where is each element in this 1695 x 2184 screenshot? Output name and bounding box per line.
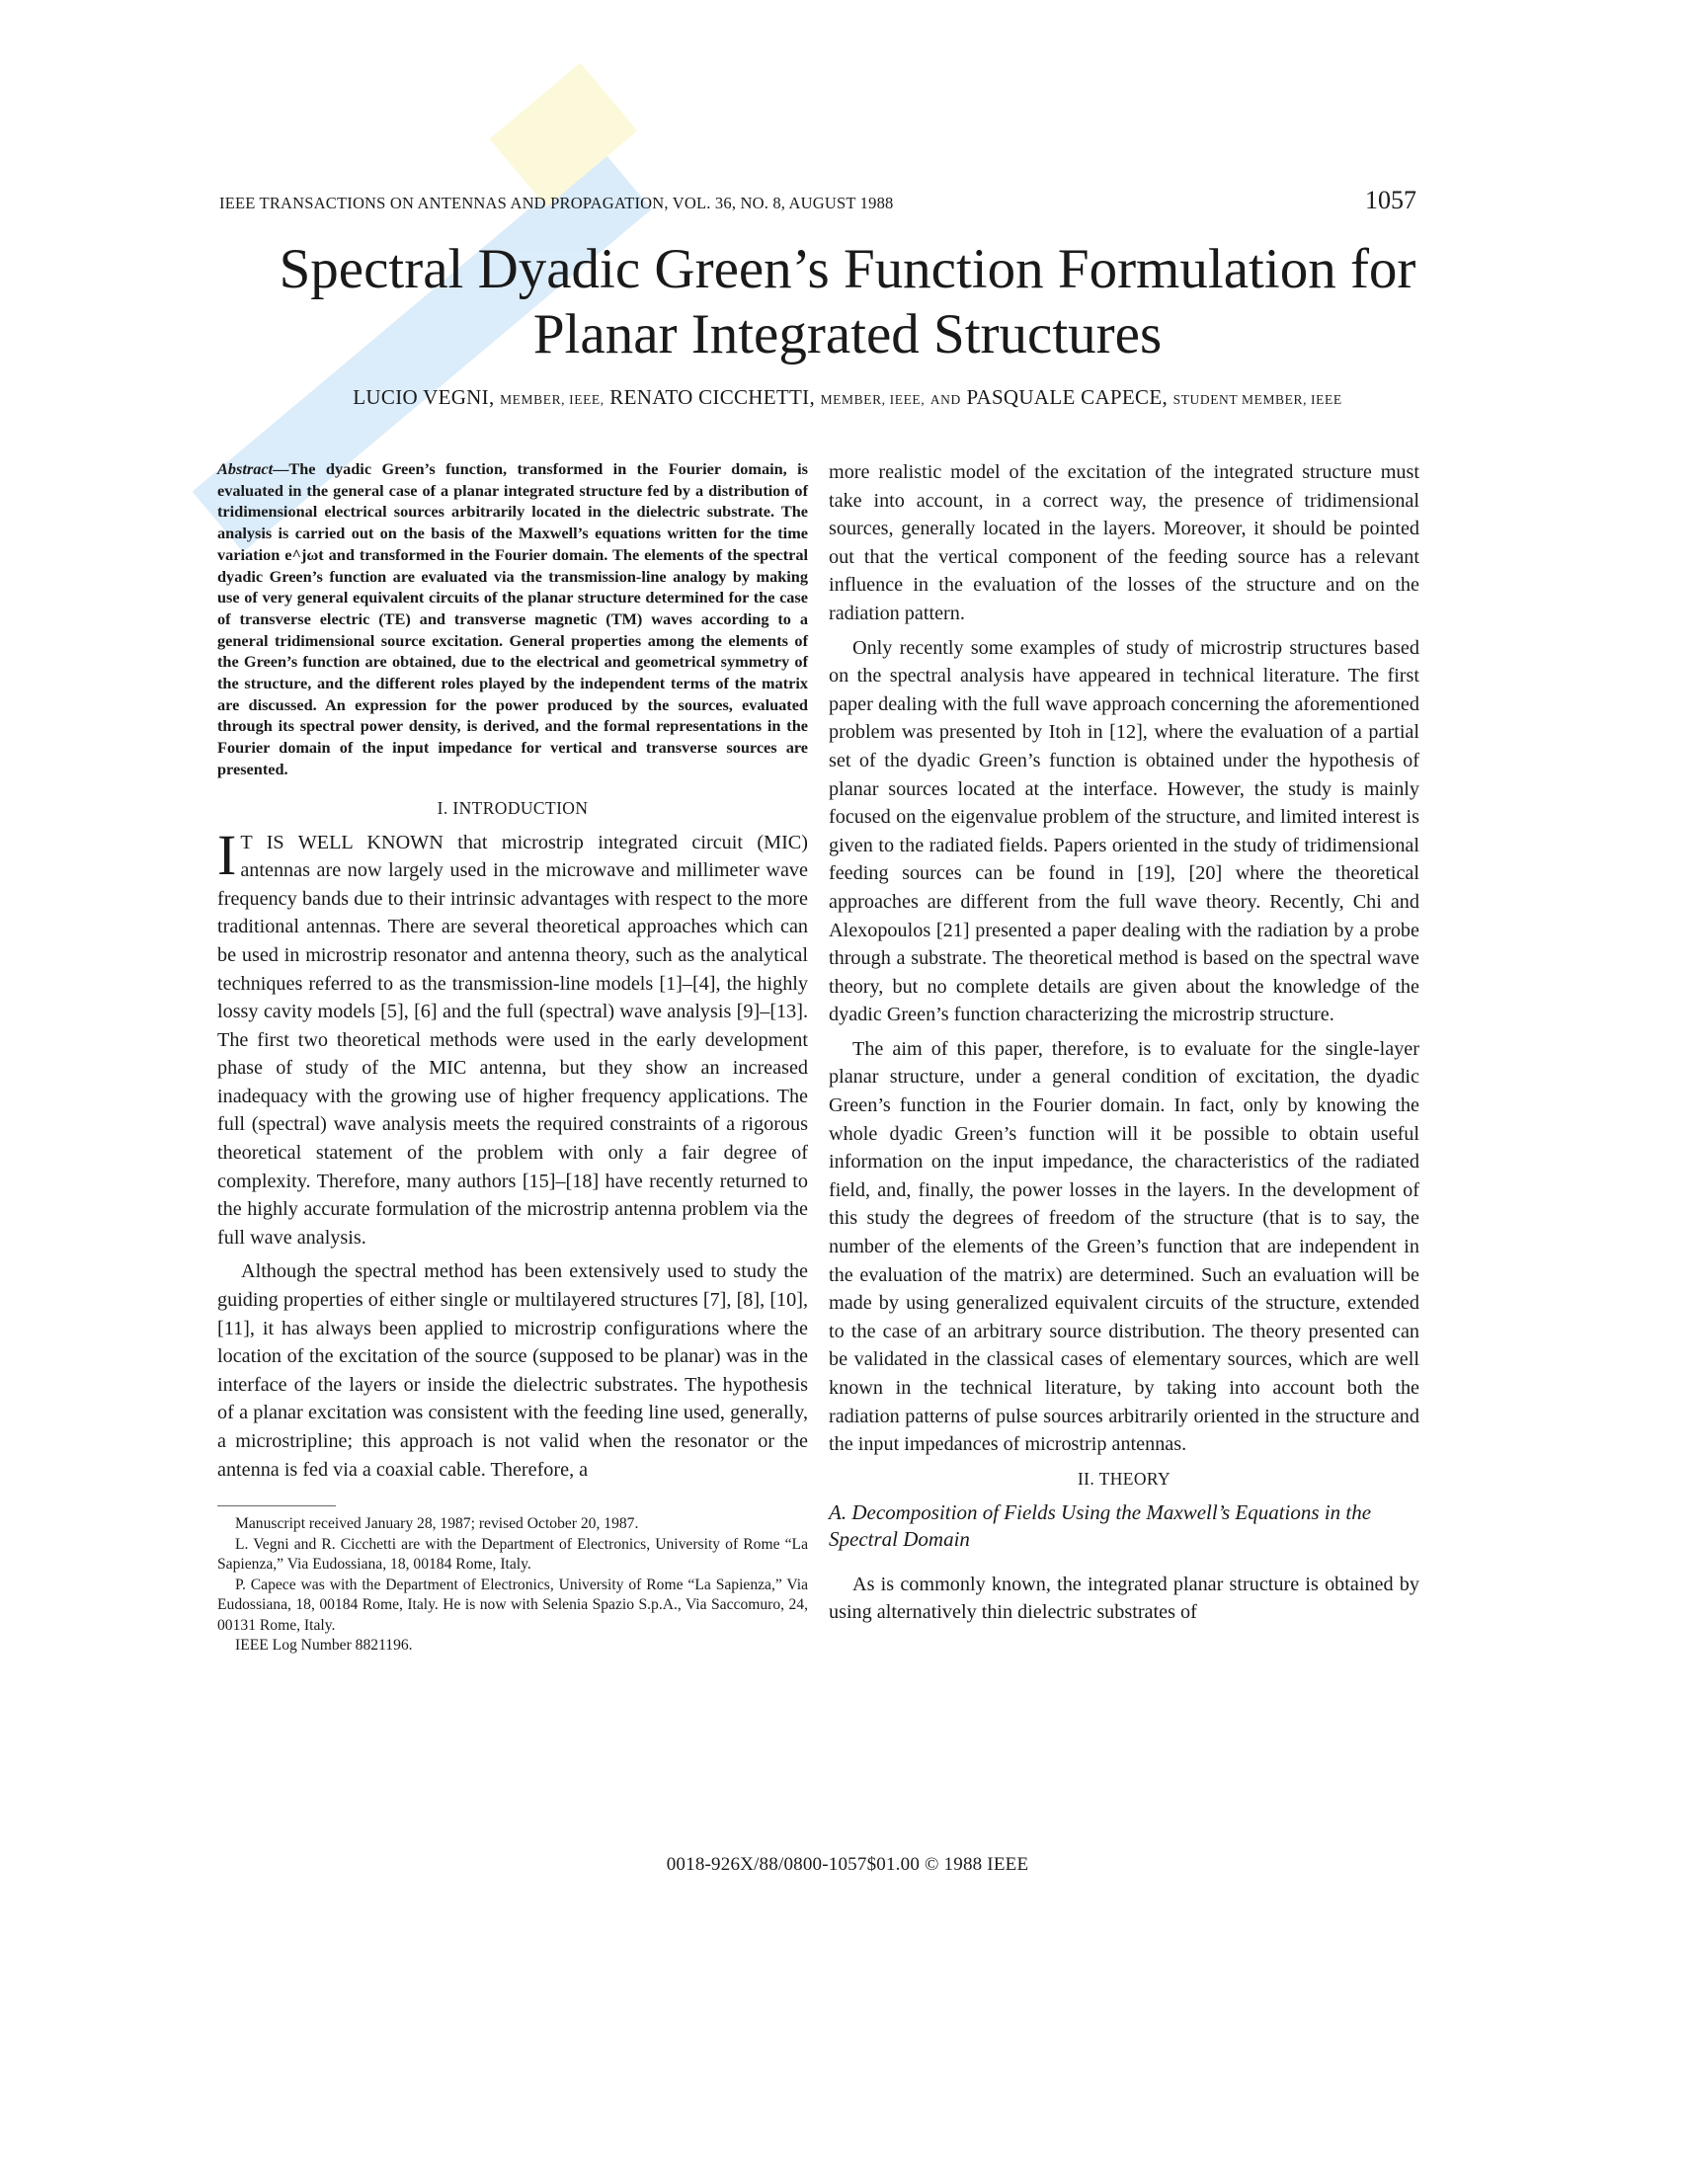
page-number: 1057 <box>1365 186 1416 214</box>
title-line-2: Planar Integrated Structures <box>532 303 1163 365</box>
intro-paragraph-1 <box>217 822 808 1253</box>
drop-cap: I <box>217 822 237 887</box>
intro-paragraph-1-text: T IS WELL KNOWN that microstrip integrated circuit (MIC) antennas are now largely used in the microwave and millimeter wave frequency bands due to their intrinsic advantages with respect to the more traditional antennas. There are several theoretical approaches which can be used in microstrip resonator and antenna theory, such as the analytical techniques referred to as the transmission-line models [1]–[4], the highly lossy cavity models [5], [6] and the full (spectral) wave analysis [9]–[13]. The first two theoretical methods were used in the early development phase of study of the MIC antenna, but they show an increased inadequacy with the growing use of higher frequency applications. The full (spectral) wave analysis meets the required constraints of a rigorous theoretical statement of the problem with only a fair degree of complexity. Therefore, many authors [15]–[18] have recently returned to the highly accurate formulation of the microstrip antenna problem via the full wave analysis. <box>217 831 808 1249</box>
author-and: AND <box>929 392 961 407</box>
author-2: RENATO CICCHETTI, <box>609 385 816 409</box>
subsection-heading-a: A. Decomposition of Fields Using the Maxwell’s Equations in the Spectral Domain <box>829 1499 1372 1551</box>
journal-line: IEEE TRANSACTIONS ON ANTENNAS AND PROPAGATION, VOL. 36, NO. 8, AUGUST 1988 <box>219 194 894 212</box>
theory-paragraph-1: As is commonly known, the integrated planar structure is obtained by using alternatively thin dielectric substrates of <box>829 1573 1419 1624</box>
footnote-divider <box>217 1505 336 1506</box>
abstract-label: Abstract <box>217 459 274 478</box>
paper-title <box>148 237 1547 367</box>
intro-paragraph-2: Although the spectral method has been extensively used to study the guiding properties of either single or multilayered structures [7], [8], [10], [11], it has always been applied to microstrip configurations where the location of the excitation of the source (supposed to be planar) was in the interface of the layers or inside the dielectric substrates. The hypothesis of a planar excitation was consistent with the feeding line used, generally, a microstripline; this approach is not valid when the resonator or the antenna is fed via a coaxial cable. Therefore, a <box>217 1260 808 1481</box>
author-1: LUCIO VEGNI, <box>353 385 495 409</box>
section-heading-introduction: I. INTRODUCTION <box>437 797 589 818</box>
footnote-log-number: IEEE Log Number 8821196. <box>235 1637 413 1655</box>
left-column <box>217 458 808 1657</box>
page-header <box>219 186 1416 221</box>
intro-paragraph-4: Only recently some examples of study of microstrip structures based on the spectral analysis have appeared in technical literature. The first paper dealing with the full wave approach concerning the aforementioned problem was presented by Itoh in [12], where the evaluation of a partial set of the dyadic Green’s function is obtained under the hypothesis of planar sources located at the interface. However, the study is mainly focused on the eigenvalue problem of the structure, and limited interest is given to the radiated fields. Papers oriented in the study of tridimensional feeding sources can be found in [19], [20] where the theoretical approaches are different from the full wave theory. Recently, Chi and Alexopoulos [21] presented a paper dealing with the radiation by a probe through a substrate. The theoretical method is based on the spectral wave theory, but no complete details are given about the knowledge of the dyadic Green’s function characterizing the microstrip structure. <box>829 636 1419 1026</box>
abstract <box>217 458 808 780</box>
right-column <box>829 458 1419 1633</box>
section-heading-theory: II. THEORY <box>1077 1468 1171 1489</box>
intro-paragraph-3: more realistic model of the excitation of the integrated structure must take into account, in a correct way, the presence of tridimensional sources, generally located in the layers. Moreover, it should be pointed out that the vertical component of the feeding source has a relevant influence in the evaluation of the losses of the structure and on the radiation pattern. <box>829 461 1419 624</box>
author-3: PASQUALE CAPECE, <box>966 385 1168 409</box>
footnote-manuscript: Manuscript received January 28, 1987; revised October 20, 1987. <box>235 1515 639 1533</box>
footnote-affiliation-1: L. Vegni and R. Cicchetti are with the Department of Electronics, University of Rome “La Sapienza,” Via Eudossiana, 18, 00184 Rome, Italy. <box>217 1535 808 1574</box>
author-3-role: STUDENT MEMBER, IEEE <box>1172 392 1342 407</box>
copyright-line: 0018-926X/88/0800-1057$01.00 © 1988 IEEE <box>666 1854 1029 1875</box>
author-1-role: MEMBER, IEEE, <box>500 392 605 407</box>
intro-paragraph-5: The aim of this paper, therefore, is to evaluate for the single-layer planar structure, under a general condition of excitation, the dyadic Green’s function in the Fourier domain. In fact, only by knowing the whole dyadic Green’s function will it be possible to obtain useful information on the input impedance, the characteristics of the radiated field, and, finally, the power losses in the layers. In the development of this study the degrees of freedom of the structure (that is to say, the number of the elements of the Green’s function that are independent in the evaluation of the matrix) are determined. Such an evaluation will be made by using generalized equivalent circuits of the structure, extended to the case of an arbitrary source distribution. The theory presented can be validated in the classical cases of elementary sources, which are well known in the technical literature, by taking into account both the radiation patterns of pulse sources arbitrarily oriented in the structure and the input impedances of microstrip antennas. <box>829 1037 1419 1456</box>
author-2-role: MEMBER, IEEE, <box>820 392 926 407</box>
author-list <box>148 385 1547 410</box>
title-line-1: Spectral Dyadic Green’s Function Formulation for <box>279 238 1416 300</box>
abstract-text: —The dyadic Green’s function, transformed in the Fourier domain, is evaluated in the general case of a planar integrated structure fed by a distribution of tridimensional electrical sources arbitrarily located in the dielectric substrate. The analysis is carried out on the basis of the Maxwell’s equations written for the time variation e^jωt and transformed in the Fourier domain. The elements of the spectral dyadic Green’s function are evaluated via the transmission-line analogy by making use of very general equivalent circuits of the planar structure determined for the case of transverse electric (TE) and transverse magnetic (TM) waves according to a general tridimensional source excitation. General properties among the elements of the Green’s function are obtained, due to the electrical and geometrical symmetry of the structure, and the different roles played by the independent terms of the matrix are discussed. An expression for the power produced by the sources, evaluated through its spectral power density, is derived, and the formal representations in the Fourier domain of the input impedance for vertical and transverse sources are presented. <box>217 459 808 778</box>
footnote-affiliation-2: P. Capece was with the Department of Electronics, University of Rome “La Sapienza,” Via Eudossiana, 18, 00184 Rome, Italy. He is now with Selenia Spazio S.p.A., Via Saccomuro, 24, 00131 Rome, Italy. <box>217 1576 808 1634</box>
